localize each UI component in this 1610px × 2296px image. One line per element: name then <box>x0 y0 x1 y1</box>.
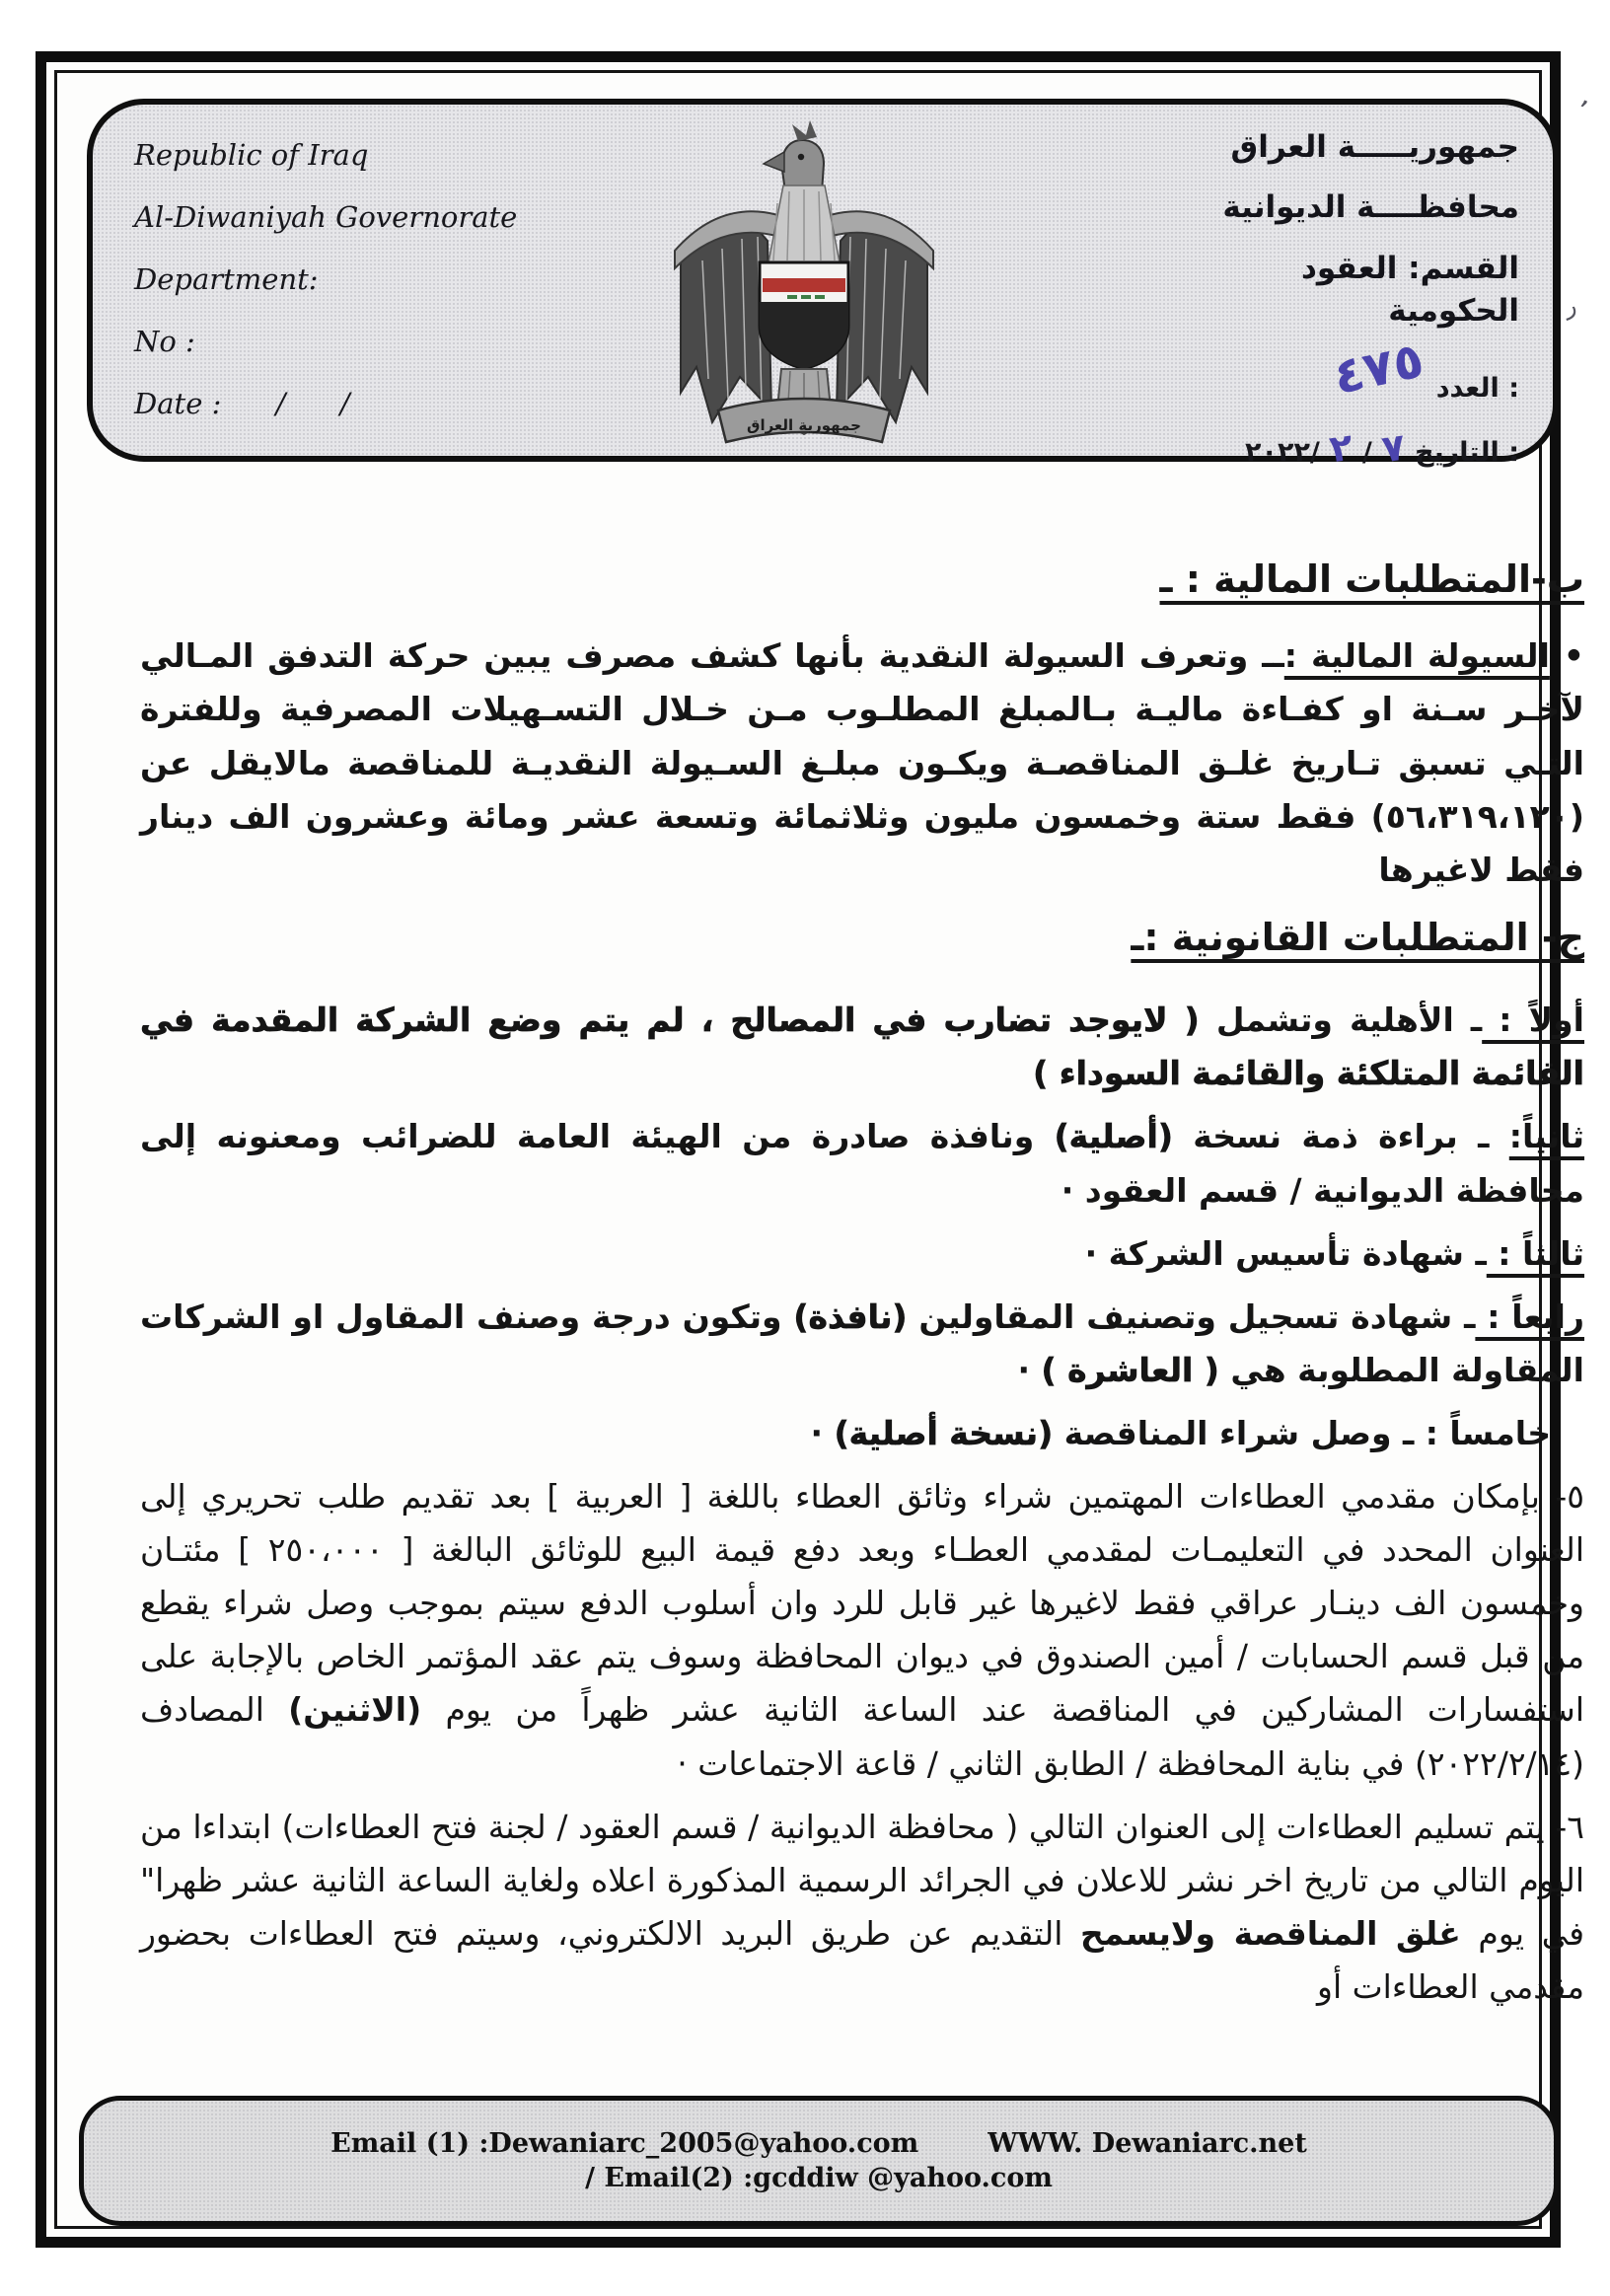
doc-paragraph <box>140 1227 1584 1281</box>
country-name-ar: جمهوريـــــة العراق <box>1230 129 1519 165</box>
doc-text-segment: رابعاً : <box>1475 1296 1584 1336</box>
doc-text-segment: ج- المتطلبات القانونية :ـ <box>1131 915 1584 959</box>
footer-contact-box <box>79 2096 1559 2226</box>
doc-text-segment: أولاً : <box>1482 1000 1584 1040</box>
date-label-en: Date : / / <box>134 387 350 420</box>
doc-paragraph <box>140 1407 1584 1460</box>
doc-text-segment: ـ شهادة تسجيل وتصنيف المقاولين <box>907 1296 1476 1336</box>
doc-text-segment: (الاثنين) <box>288 1690 422 1730</box>
footer-email-1: Email (1) :Dewaniarc_2005@yahoo.com <box>330 2128 919 2159</box>
doc-text-segment: خامساً : <box>1414 1413 1551 1452</box>
document-number-line <box>1164 330 1519 408</box>
date-year: ٢٠٢٢/ <box>1245 436 1320 468</box>
date-label-ar: التاريخ : <box>1415 436 1519 468</box>
doc-text-segment: ونافذة صادرة من الهيئة العامة للضرائب ومعنونه إلى محافظة الديوانية / قسم العقود · <box>140 1117 1584 1210</box>
number-label-en: No : <box>134 325 195 358</box>
doc-text-segment: ( لايوجد تضارب في المصالح ، لم يتم وضع الشركة المقدمة في القائمة المتلكئة والقائمة السوداء ) <box>140 1000 1584 1093</box>
footer-website: WWW. Dewaniarc.net <box>988 2128 1307 2159</box>
country-name-en: Republic of Iraq <box>134 138 369 172</box>
page-border-frame <box>36 51 1585 2248</box>
doc-paragraph <box>140 907 1584 968</box>
doc-text-segment: التقديم عن طريق البريد الالكتروني، وسيتم فتح العطاءات بحضور مقدمي العطاءات أو <box>140 1913 1584 2007</box>
governorate-name-en: Al-Diwaniyah Governorate <box>134 200 518 234</box>
doc-text-segment: ب-المتطلبات المالية : ـ <box>1159 557 1584 601</box>
doc-text-segment: ـ شهادة تأسيس الشركة · <box>1084 1233 1487 1273</box>
doc-paragraph <box>140 630 1584 897</box>
doc-text-segment: المصادف (٢٠٢٢/٢/١٤) في بناية المحافظة / الطابق الثاني / قاعة الاجتماعات · <box>140 1690 1584 1783</box>
doc-paragraph <box>140 1801 1584 2014</box>
doc-paragraph <box>140 994 1584 1100</box>
doc-text-segment: · <box>1017 1350 1042 1389</box>
document-date-line <box>1164 426 1519 470</box>
doc-text-segment: ــ وتعرف السيولة النقدية بأنها كشف مصرف يبين حركة التدفق المـالي لآخـر سـنة او كفـاءة ماليـة بـالمبلغ المطلـوب مـن خـلال التسـهيلات المصرفية وللفترة التـي تسبق تـاريخ غلـق المناقصـة ويكـون مبلـغ السـيولة النقديـة للمناقصة مالايقل عن (٥٦،٣١٩،١٢٠) فقط ستة وخمسون مليون وثلاثمائة وتسعة عشر ومائة وعشرون الف دينار فقط لاغيرها <box>140 636 1584 889</box>
doc-text-segment: (أصلية) <box>1054 1117 1173 1156</box>
department-label-en: Department: <box>134 262 319 296</box>
doc-text-segment: ـ براءة ذمة نسخة <box>1172 1117 1509 1156</box>
scan-artifact: ’ <box>1571 94 1592 130</box>
governorate-name-ar: محافظــــة الديوانية <box>1222 189 1519 226</box>
date-day-handwritten: ٧ <box>1378 424 1409 471</box>
number-label-ar: العدد : <box>1435 372 1519 404</box>
date-slash: / <box>1362 436 1372 468</box>
doc-text-segment: ( العاشرة ) <box>1041 1350 1219 1389</box>
doc-text-segment: ٦- يتم تسليم العطاءات إلى العنوان التالي ( محافظة الديوانية / قسم العقود / لجنة فتح العطاءات) ابتداءا من اليوم التالي من تاريخ اخر نشر للاعلان في الجرائد الرسمية المذكورة اعلاه ولغاية الساعة الثانية عشر ظهرا" في يوم <box>140 1807 1584 1953</box>
page-border-inner-line <box>54 70 1585 2229</box>
doc-paragraph <box>140 1291 1584 1397</box>
doc-text-segment: ـ الأهلية وتشمل <box>1199 1000 1483 1040</box>
footer-email-2: / Email(2) :gcddiw @yahoo.com <box>585 2163 1053 2193</box>
doc-text-segment: غلق المناقصة ولايسمح <box>1080 1913 1461 1953</box>
doc-text-segment: ٥- بإمكان مقدمي العطاءات المهتمين شراء وثائق العطاء باللغة [ العربية ] بعد تقديم طلب تحريري إلى العنوان المحدد في التعليمـات لمقدمي العطـاء وبعد دفع قيمة البيع للوثائق البالغة [ ٢٥٠،٠٠٠ ] مئتـان وخمسون الف دينـار عراقي فقط لاغيرها غير قابل للرد وان أسلوب الدفع سيتم بموجب وصل شراء يقطع من قبل قسم الحسابات / أمين الصندوق في ديوان المحافظة وسوف يتم عقد المؤتمر الخاص بالإجابة على استفسارات المشاركين في المناقصة عند الساعة الثانية عشر ظهراً من يوم <box>140 1477 1584 1730</box>
doc-text-segment: ـ وصل شراء المناقصة <box>1053 1413 1415 1452</box>
doc-text-segment: وتكون درجة وصنف المقاول او الشركات المقاولة المطلوبة هي <box>140 1296 1584 1389</box>
letterhead-box <box>87 99 1559 471</box>
letterhead-arabic <box>1164 126 1519 470</box>
doc-text-segment: ثالثاً : <box>1486 1233 1584 1273</box>
date-month-handwritten: ٢ <box>1326 424 1355 471</box>
doc-text-segment: (نسخة أصلية) <box>834 1413 1054 1452</box>
letterhead-english <box>134 138 517 420</box>
doc-text-segment: ثانياً: <box>1508 1117 1585 1156</box>
scan-artifact: ر <box>1562 291 1579 321</box>
doc-text-segment: • <box>1549 636 1584 676</box>
doc-paragraph <box>140 1110 1584 1217</box>
doc-paragraph <box>140 549 1584 610</box>
document-number-handwritten: ٤٧٥ <box>1328 330 1429 406</box>
department-line-ar: القسم: العقود الحكومية <box>1300 250 1519 330</box>
footer-line-1 <box>330 2128 1307 2159</box>
emblem-banner-text: جمهورية العراق <box>747 416 861 434</box>
doc-paragraph <box>140 1470 1584 1791</box>
doc-text-segment: · <box>810 1413 835 1452</box>
iraq-eagle-emblem <box>651 112 957 452</box>
doc-text-segment: السيولة المالية : <box>1283 636 1550 676</box>
document-body <box>140 545 1584 2024</box>
doc-text-segment: (نافذة) <box>793 1296 908 1336</box>
